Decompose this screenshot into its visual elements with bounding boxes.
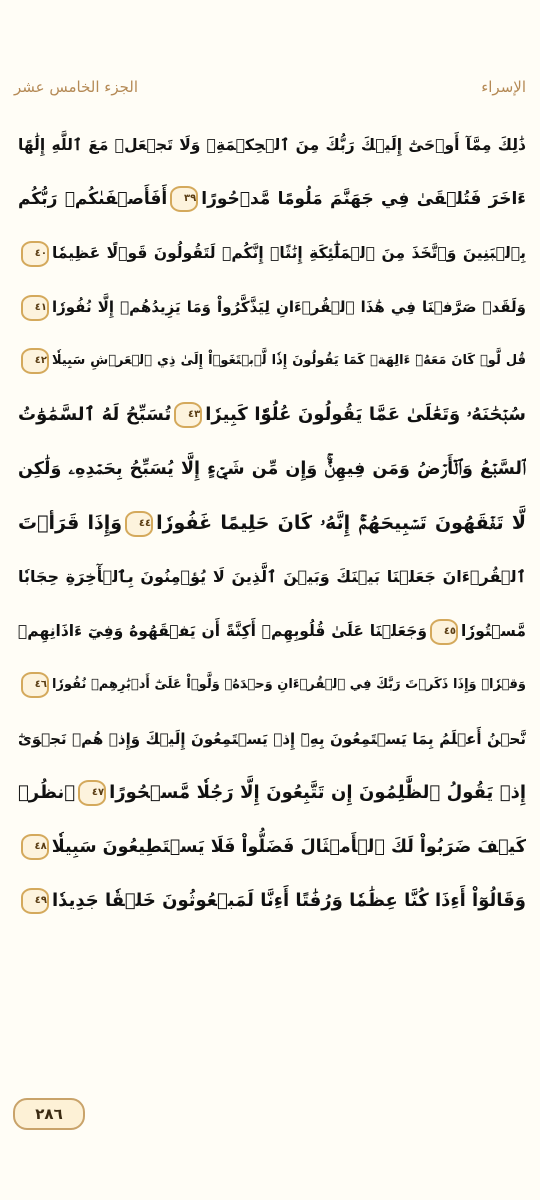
- verse-line: [18, 604, 526, 658]
- verse-text: سُبۡحَٰنَهُۥ وَتَعَٰلَىٰ عَمَّا يَقُولُونَ عُلُوّٗا كَبِيرٗا: [205, 404, 526, 425]
- verse-text: مَّسۡتُورٗا: [461, 622, 526, 640]
- verse-text: كَيۡفَ ضَرَبُواْ لَكَ ٱلۡأَمۡثَالَ فَضَلُّواْ فَلَا يَسۡتَطِيعُونَ سَبِيلٗا: [51, 837, 526, 857]
- verse-line: [18, 118, 526, 172]
- quran-page-text: [18, 118, 526, 928]
- verse-text: لَّا تَفۡقَهُونَ تَسۡبِيحَهُمۡۚ إِنَّهُۥ كَانَ حَلِيمًا غَفُورٗا: [156, 512, 526, 534]
- verse-text: وَإِذَا قَرَأۡتَ: [18, 512, 123, 534]
- ayah-number-marker[interactable]: ٤٠: [21, 241, 49, 267]
- verse-text: ٱلسَّبۡعُ وَٱلۡأَرۡضُ وَمَن فِيهِنَّۚ وَإِن مِّن شَيۡءٍ إِلَّا يُسَبِّحُ بِحَمۡدِهِۦ وَلَٰكِن: [18, 459, 526, 479]
- page-header: [14, 72, 526, 102]
- ayah-number-marker[interactable]: ٤٩: [21, 888, 49, 914]
- verse-text: بِٱلۡبَنِينَ وَٱتَّخَذَ مِنَ ٱلۡمَلَٰٓئِكَةِ إِنَٰثًاۚ إِنَّكُمۡ لَتَقُولُونَ قَوۡلًا عَظِيمٗا: [52, 244, 526, 262]
- verse-line: [18, 280, 526, 334]
- verse-line: [18, 388, 526, 442]
- verse-text: قُل لَّوۡ كَانَ مَعَهُۥٓ ءَالِهَةٞ كَمَا يَقُولُونَ إِذٗا لَّٱبۡتَغَوۡاْ إِلَىٰ ذِي ٱلۡعَرۡشِ سَبِيلٗا: [52, 353, 526, 368]
- verse-text: أَفَأَصۡفَىٰكُمۡ رَبُّكُم: [18, 189, 168, 209]
- verse-line: [18, 334, 526, 388]
- verse-line: [18, 442, 526, 496]
- verse-text: وَقَالُوٓاْ أَءِذَا كُنَّا عِظَٰمٗا وَرُفَٰتًا أَءِنَّا لَمَبۡعُوثُونَ خَلۡقٗا جَدِيدٗا: [52, 890, 526, 911]
- ayah-number-marker[interactable]: ٣٩: [170, 186, 198, 212]
- ayah-number-marker[interactable]: ٤١: [21, 295, 49, 321]
- verse-text: ٱلۡقُرۡءَانَ جَعَلۡنَا بَيۡنَكَ وَبَيۡنَ ٱلَّذِينَ لَا يُؤۡمِنُونَ بِٱلۡأٓخِرَةِ حِجَابٗا: [18, 567, 526, 586]
- verse-line: [18, 550, 526, 604]
- ayah-number-marker[interactable]: ٤٥: [430, 619, 458, 645]
- verse-line: [18, 712, 526, 766]
- verse-line: [18, 226, 526, 280]
- verse-line: [18, 172, 526, 226]
- ayah-number-marker[interactable]: ٤٤: [125, 511, 153, 537]
- verse-text: ءَاخَرَ فَتُلۡقَىٰ فِي جَهَنَّمَ مَلُومًا مَّدۡحُورًا: [201, 189, 526, 209]
- juz-label: الجزء الخامس عشر: [14, 78, 139, 96]
- ayah-number-marker[interactable]: ٤٣: [174, 402, 202, 428]
- ayah-number-marker[interactable]: ٤٦: [21, 672, 49, 698]
- page-number-value: ٢٨٦: [35, 1105, 63, 1123]
- verse-text: تُسَبِّحُ لَهُ ٱلسَّمَٰوَٰتُ: [18, 404, 172, 425]
- ayah-number-marker[interactable]: ٤٧: [78, 780, 106, 806]
- verse-text: وَقۡرٗاۚ وَإِذَا ذَكَرۡتَ رَبَّكَ فِي ٱلۡقُرۡءَانِ وَحۡدَهُۥ وَلَّوۡاْ عَلَىٰٓ أَدۡبَٰرِهِمۡ نُفُورٗا: [52, 677, 526, 692]
- verse-text: ذَٰلِكَ مِمَّآ أَوۡحَىٰٓ إِلَيۡكَ رَبُّكَ مِنَ ٱلۡحِكۡمَةِۗ وَلَا تَجۡعَلۡ مَعَ ٱللَّهِ إِلَٰهًا: [18, 136, 526, 154]
- verse-text: ٱنظُرۡ: [18, 782, 76, 803]
- verse-text: وَلَقَدۡ صَرَّفۡنَا فِي هَٰذَا ٱلۡقُرۡءَانِ لِيَذَّكَّرُواْ وَمَا يَزِيدُهُمۡ إِلَّا نُفُورٗا: [52, 298, 526, 316]
- verse-line: [18, 658, 526, 712]
- verse-text: نَّحۡنُ أَعۡلَمُ بِمَا يَسۡتَمِعُونَ بِهِۦٓ إِذۡ يَسۡتَمِعُونَ إِلَيۡكَ وَإِذۡ هُمۡ نَجۡوَىٰٓ: [18, 730, 526, 748]
- page-number: [13, 1098, 85, 1130]
- verse-line: [18, 874, 526, 928]
- ayah-number-marker[interactable]: ٤٢: [21, 348, 49, 374]
- verse-line: [18, 496, 526, 550]
- ayah-number-marker[interactable]: ٤٨: [21, 834, 49, 860]
- verse-text: إِذۡ يَقُولُ ٱلظَّٰلِمُونَ إِن تَتَّبِعُونَ إِلَّا رَجُلٗا مَّسۡحُورًا: [109, 782, 526, 803]
- surah-name: الإسراء: [481, 78, 526, 96]
- verse-line: [18, 766, 526, 820]
- verse-text: وَجَعَلۡنَا عَلَىٰ قُلُوبِهِمۡ أَكِنَّةً أَن يَفۡقَهُوهُ وَفِيٓ ءَاذَانِهِمۡ: [18, 622, 428, 640]
- verse-line: [18, 820, 526, 874]
